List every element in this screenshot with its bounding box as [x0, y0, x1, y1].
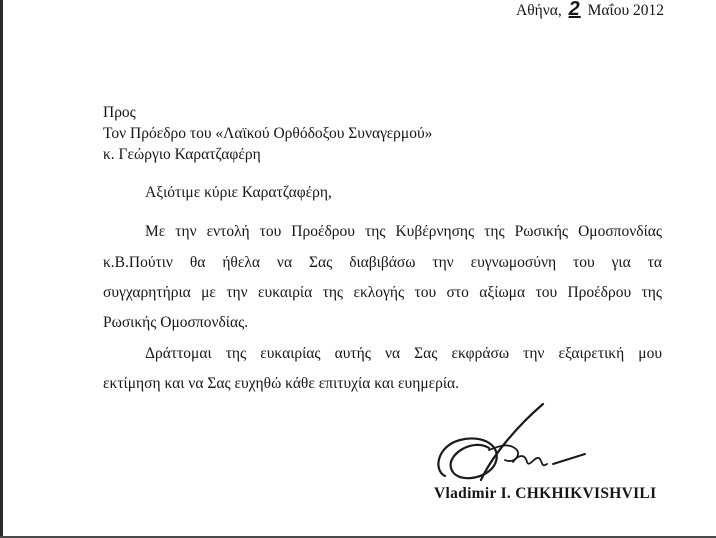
recipient-line-1: Προς [103, 104, 136, 121]
paragraph-1-line-2: κ.Β.Πούτιν θα ήθελα να Σας διαβιβάσω την ευγνωμοσύνη του για τα [103, 254, 662, 271]
scan-left-edge [0, 0, 3, 538]
paragraph-2-line-1: Δράττομαι της ευκαιρίας αυτής να Σας εκφράσω την εξαιρετική μου [145, 345, 662, 362]
paragraph-1-line-1: Με την εντολή του Προέδρου της Κυβέρνησης της Ρωσικής Ομοσπονδίας [145, 223, 662, 240]
salutation: Αξιότιμε κύριε Καρατζαφέρη, [145, 184, 332, 201]
paragraph-1-line-4: Ρωσικής Ομοσπονδίας. [103, 314, 249, 331]
handwritten-signature [425, 398, 590, 498]
paragraph-1-line-3: συγχαρητήρια με την ευκαιρία της εκλογής του στο αξίωμα του Προέδρου της [103, 284, 662, 301]
date-month-year: Μαΐου 2012 [587, 2, 664, 19]
signatory-name: Vladimir I. CHKHIKVISHVILI [434, 485, 657, 502]
recipient-line-3: κ. Γεώργιο Καρατζαφέρη [103, 146, 261, 163]
letter-date [516, 0, 664, 20]
date-city: Αθήνα, [516, 2, 562, 19]
date-day-handwritten: 2 [568, 0, 581, 20]
recipient-line-2: Τον Πρόεδρο του «Λαϊκού Ορθόδοξου Συναγερμού» [103, 125, 433, 142]
paragraph-2-line-2: εκτίμηση και να Σας ευχηθώ κάθε επιτυχία και ευημερία. [103, 375, 460, 392]
